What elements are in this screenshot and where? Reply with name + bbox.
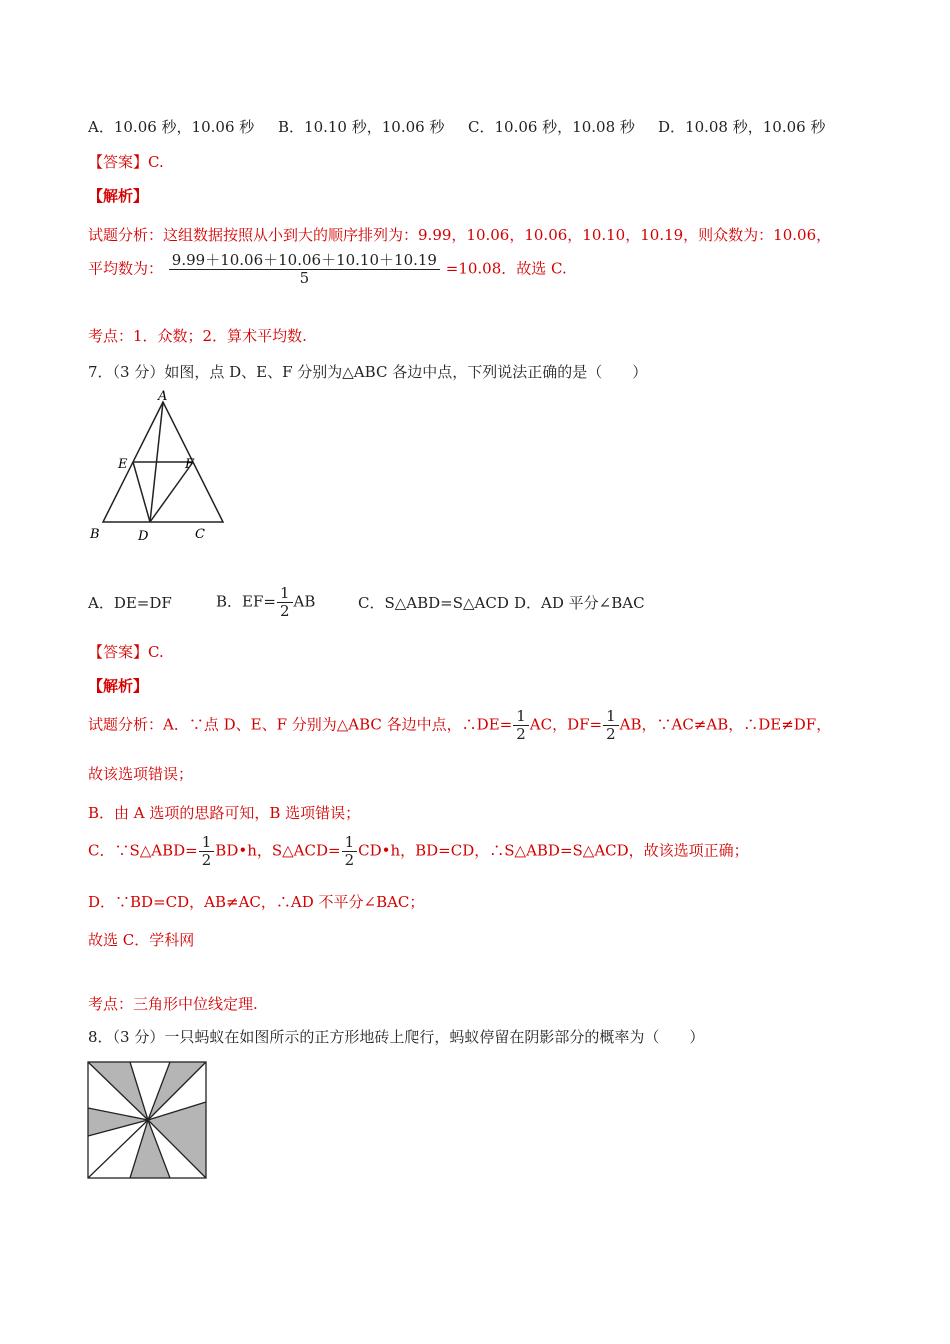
q6-mean-line bbox=[88, 252, 567, 287]
q7-a-den1: 2 bbox=[516, 725, 526, 743]
q7-analysis-a bbox=[88, 708, 831, 743]
q7-analysis-b: B．由 A 选项的思路可知，B 选项错误； bbox=[88, 804, 361, 822]
q7-label-c: C bbox=[195, 527, 205, 542]
q7-a-mid: AC，DF= bbox=[529, 715, 603, 734]
q7-label-f: F bbox=[185, 457, 195, 472]
q7-option-a: A．DE=DF bbox=[88, 594, 172, 612]
q7-c-den1: 2 bbox=[201, 851, 212, 869]
q7-c-num2: 1 bbox=[342, 834, 358, 852]
q6-kaodian: 考点：1．众数；2．算术平均数. bbox=[88, 327, 307, 345]
q7-a-num1: 1 bbox=[513, 708, 529, 726]
q8-square-tile-figure bbox=[86, 1060, 210, 1182]
q7-label-b: B bbox=[90, 527, 100, 542]
q7-label-d: D bbox=[138, 529, 149, 544]
q6-options bbox=[88, 116, 825, 137]
q6-option-c: C．10.06 秒，10.08 秒 bbox=[468, 118, 635, 136]
q7-a-suffix: AB，∵AC≠AB，∴DE≠DF， bbox=[619, 715, 832, 734]
q7-a-num2: 1 bbox=[603, 708, 619, 726]
q7-a-prefix: 试题分析：A．∵点 D、E、F 分别为△ABC 各边中点，∴DE= bbox=[88, 715, 513, 734]
q7-option-c: C．S△ABD=S△ACD bbox=[358, 594, 509, 612]
q6-mean-suffix: =10.08．故选 C. bbox=[445, 259, 567, 278]
q6-option-a: A．10.06 秒，10.06 秒 bbox=[88, 118, 255, 136]
q7-option-d: D．AD 平分∠BAC bbox=[514, 594, 645, 612]
q7-option-b-num: 1 bbox=[277, 585, 293, 603]
q7-stem: 7．（3 分）如图，点 D、E、F 分别为△ABC 各边中点，下列说法正确的是（ ） bbox=[88, 363, 648, 381]
q6-answer: 【答案】C. bbox=[88, 153, 164, 171]
q7-c-suffix: CD•h，BD=CD，∴S△ABD=S△ACD，故该选项正确； bbox=[358, 841, 749, 860]
q7-c-num1: 1 bbox=[199, 834, 215, 852]
q7-analysis-d: D．∵BD=CD，AB≠AC，∴AD 不平分∠BAC； bbox=[88, 893, 425, 911]
q6-mean-numerator: 9.99＋10.06＋10.06＋10.10＋10.19 bbox=[169, 252, 440, 270]
q7-option-b-den: 2 bbox=[279, 602, 290, 620]
q7-kaodian: 考点：三角形中位线定理. bbox=[88, 995, 258, 1013]
q7-analysis-label: 【解析】 bbox=[88, 677, 149, 695]
q8-stem: 8．（3 分）一只蚂蚁在如图所示的正方形地砖上爬行，蚂蚁停留在阴影部分的概率为（ ） bbox=[88, 1028, 705, 1046]
q6-analysis-label: 【解析】 bbox=[88, 187, 149, 205]
q6-mean-denominator: 5 bbox=[299, 269, 310, 287]
q7-option-b-prefix: B．EF= bbox=[216, 592, 276, 611]
q7-analysis-c bbox=[88, 834, 749, 869]
q6-option-d: D．10.08 秒，10.06 秒 bbox=[658, 118, 826, 136]
q7-option-b bbox=[216, 585, 358, 620]
q7-options bbox=[88, 585, 645, 620]
q6-analysis-line1: 试题分析：这组数据按照从小到大的顺序排列为：9.99，10.06，10.06，10.10，10.19，则众数为：10.06， bbox=[88, 226, 832, 244]
q6-mean-prefix: 平均数为： bbox=[88, 259, 164, 278]
q7-answer: 【答案】C. bbox=[88, 643, 164, 661]
q7-triangle-figure bbox=[88, 388, 228, 548]
q7-a-den2: 2 bbox=[606, 725, 616, 743]
q7-label-a: A bbox=[158, 389, 168, 404]
q6-mean-fraction bbox=[169, 252, 440, 287]
q6-option-b: B．10.10 秒，10.06 秒 bbox=[278, 118, 445, 136]
q7-label-e: E bbox=[118, 457, 128, 472]
q7-c-den2: 2 bbox=[344, 851, 355, 869]
q7-conclusion: 故选 C．学科网 bbox=[88, 931, 195, 949]
q7-option-b-suffix: AB bbox=[293, 592, 316, 611]
q7-analysis-a-line2: 故该选项错误； bbox=[88, 765, 194, 783]
q7-c-mid: BD•h，S△ACD= bbox=[215, 841, 341, 860]
q7-c-prefix: C．∵S△ABD= bbox=[88, 841, 198, 860]
